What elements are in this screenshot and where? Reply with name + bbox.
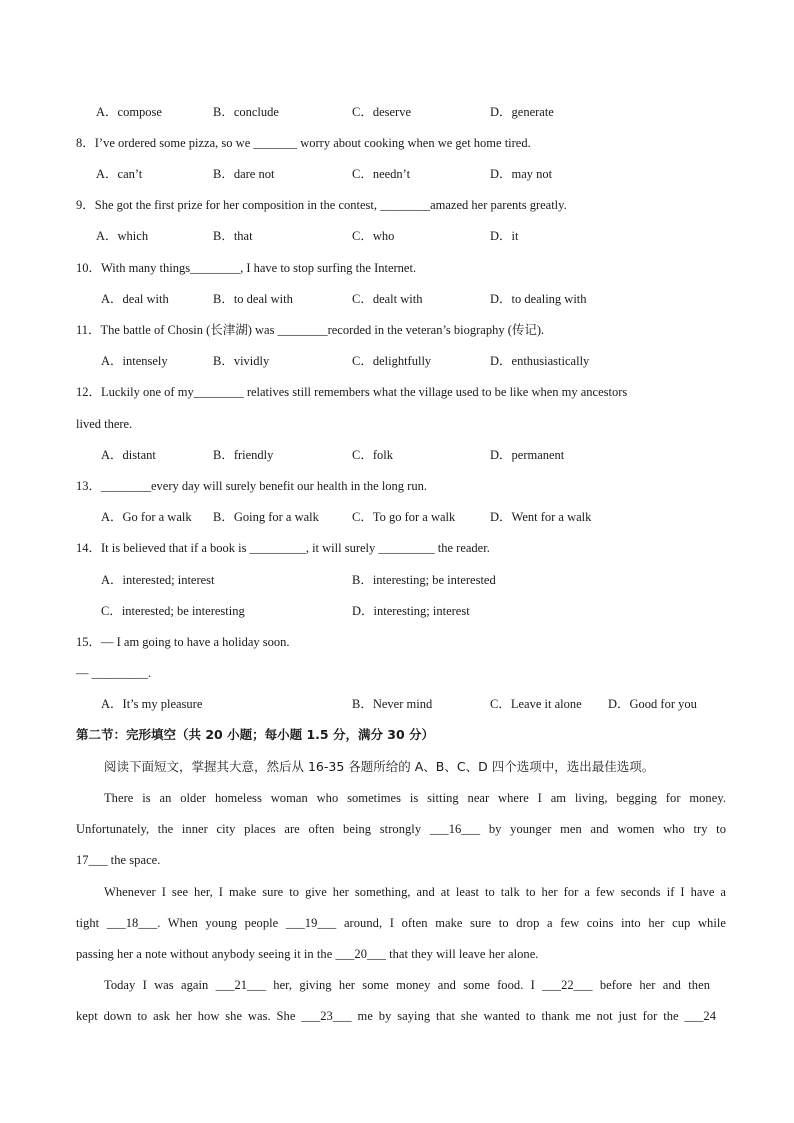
q12-stem-line2: lived there. bbox=[76, 417, 133, 431]
q7-option-b: B．conclude bbox=[213, 105, 279, 119]
q10-stem: 10．With many things________, I have to stop surfing the Internet. bbox=[76, 261, 417, 275]
q11-option-b: B．vividly bbox=[213, 354, 270, 368]
q13-option-b: B．Going for a walk bbox=[213, 510, 319, 524]
passage-p2-line2: tight ___18___. When young people ___19___ around, I often make sure to drop a few coins into her cup while bbox=[76, 916, 726, 930]
q15-option-c: C．Leave it alone bbox=[490, 697, 582, 711]
q8-option-a: A．can’t bbox=[96, 167, 143, 181]
q13-stem: 13．________every day will surely benefit our health in the long run. bbox=[76, 479, 427, 493]
q11-option-a: A．intensely bbox=[101, 354, 168, 368]
q7-option-c: C．deserve bbox=[352, 105, 412, 119]
q8-option-c: C．needn’t bbox=[352, 167, 411, 181]
q8-stem: 8．I’ve ordered some pizza, so we _______ worry about cooking when we get home tired. bbox=[76, 136, 531, 150]
q12-option-b: B．friendly bbox=[213, 448, 274, 462]
section-heading: 第二节：完形填空（共 20 小题；每小题 1.5 分，满分 30 分） bbox=[76, 727, 435, 742]
q13-option-a: A．Go for a walk bbox=[101, 510, 192, 524]
passage-p2-line3: passing her a note without anybody seeing it in the ___20___ that they will leave her alone. bbox=[76, 947, 539, 961]
q14-option-b: B．interesting; be interested bbox=[352, 573, 496, 587]
q12-option-d: D．permanent bbox=[490, 448, 565, 462]
q15-reply: — _________. bbox=[76, 666, 151, 680]
section-instruction: 阅读下面短文，掌握其大意，然后从 16-35 各题所给的 A、B、C、D 四个选项中，选出最佳选项。 bbox=[104, 759, 655, 774]
q9-option-c: C．who bbox=[352, 229, 395, 243]
q11-stem: 11．The battle of Chosin (长津湖) was ________recorded in the veteran’s biography (传记). bbox=[76, 323, 545, 337]
q9-option-b: B．that bbox=[213, 229, 253, 243]
q10-option-a: A．deal with bbox=[101, 292, 169, 306]
q14-option-a: A．interested; interest bbox=[101, 573, 215, 587]
q14-option-d: D．interesting; interest bbox=[352, 604, 470, 618]
q10-option-c: C．dealt with bbox=[352, 292, 423, 306]
q11-option-d: D．enthusiastically bbox=[490, 354, 590, 368]
q9-option-d: D．it bbox=[490, 229, 519, 243]
q14-stem: 14．It is believed that if a book is _________, it will surely _________ the reader. bbox=[76, 541, 490, 555]
q8-option-d: D．may not bbox=[490, 167, 553, 181]
q10-option-b: B．to deal with bbox=[213, 292, 293, 306]
passage-p1-line3: 17___ the space. bbox=[76, 853, 161, 867]
q13-option-c: C．To go for a walk bbox=[352, 510, 456, 524]
q12-option-a: A．distant bbox=[101, 448, 156, 462]
passage-p1-line1: There is an older homeless woman who sometimes is sitting near where I am living, begging for money. bbox=[104, 791, 726, 805]
q12-option-c: C．folk bbox=[352, 448, 393, 462]
q12-stem-line1: 12．Luckily one of my________ relatives still remembers what the village used to be like when my ancestors bbox=[76, 385, 628, 399]
q15-option-b: B．Never mind bbox=[352, 697, 433, 711]
passage-p3-line2: kept down to ask her how she was. She ___23___ me by saying that she wanted to thank me not just for the ___24 bbox=[76, 1009, 716, 1023]
q10-option-d: D．to dealing with bbox=[490, 292, 587, 306]
q7-option-a: A．compose bbox=[96, 105, 162, 119]
passage-p3-line1: Today I was again ___21___ her, giving her some money and some food. I ___22___ before her and then bbox=[104, 978, 710, 992]
passage-p1-line2: Unfortunately, the inner city places are often being strongly ___16___ by younger men and women who try to bbox=[76, 822, 726, 836]
q15-option-a: A．It’s my pleasure bbox=[101, 697, 203, 711]
q14-option-c: C．interested; be interesting bbox=[101, 604, 245, 618]
q9-option-a: A．which bbox=[96, 229, 149, 243]
q13-option-d: D．Went for a walk bbox=[490, 510, 592, 524]
q15-option-d: D．Good for you bbox=[608, 697, 697, 711]
q11-option-c: C．delightfully bbox=[352, 354, 432, 368]
q9-stem: 9．She got the first prize for her composition in the contest, ________amazed her parents greatly. bbox=[76, 198, 567, 212]
q15-stem: 15．— I am going to have a holiday soon. bbox=[76, 635, 290, 649]
q8-option-b: B．dare not bbox=[213, 167, 275, 181]
q7-option-d: D．generate bbox=[490, 105, 554, 119]
passage-p2-line1: Whenever I see her, I make sure to give her something, and at least to talk to her for a few seconds if I have a bbox=[104, 885, 726, 899]
